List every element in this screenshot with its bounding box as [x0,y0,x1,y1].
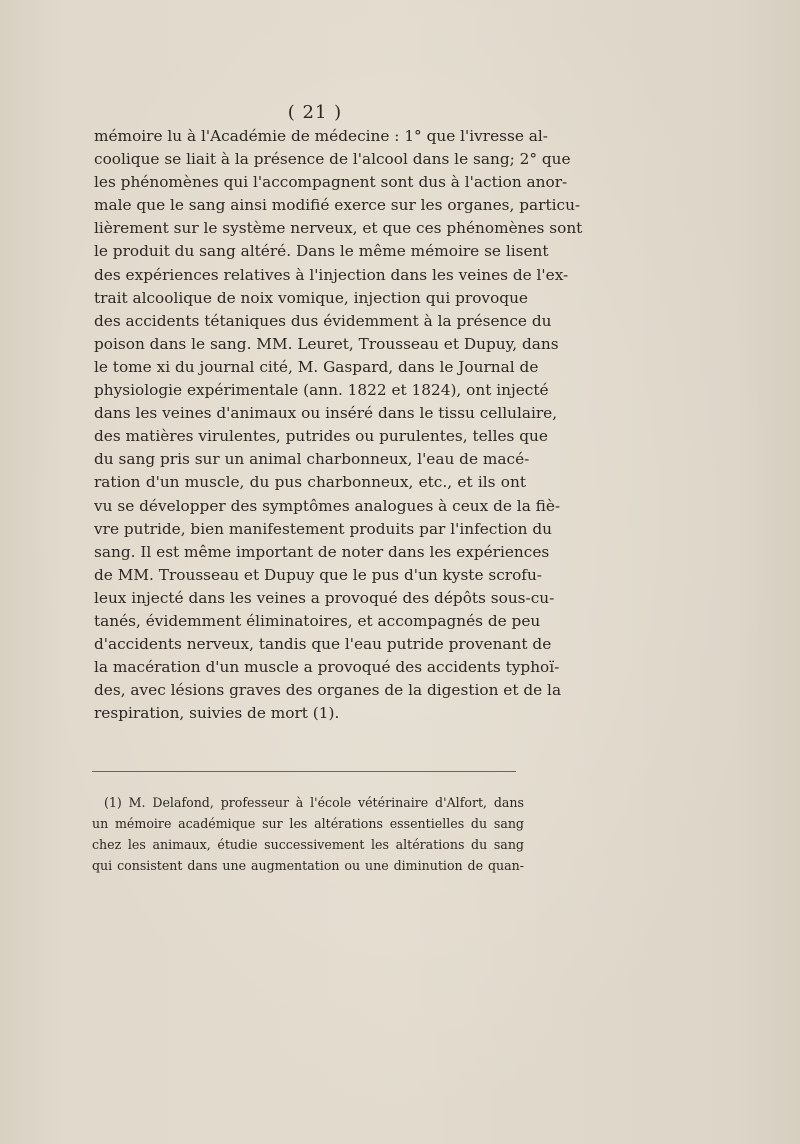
footnote-line: (1) M. Delafond, professeur à l'école vétérinaire d'Alfort, dans [104,795,524,810]
text-line: physiologie expérimentale (ann. 1822 et 1824), ont injecté [94,381,549,400]
text-line: vre putride, bien manifestement produits par l'infection du [94,519,552,538]
text-line: le produit du sang altéré. Dans le même mémoire se lisent [94,242,549,261]
footnote-line: chez les animaux, étudie successivement les altérations du sang [92,837,524,852]
text-line: vu se développer des symptômes analogues à ceux de la fiè- [94,496,561,515]
footnote [92,792,524,876]
text-line: le tome xi du journal cité, M. Gaspard, dans le Journal de [94,357,539,376]
text-line: ration d'un muscle, du pus charbonneux, etc., et ils ont [94,473,526,492]
text-line: leux injecté dans les veines a provoqué des dépôts sous-cu- [94,588,555,607]
page-number: ( 21 ) [287,102,343,123]
text-line: trait alcoolique de noix vomique, injection qui provoque [94,288,528,307]
text-line: des matières virulentes, putrides ou purulentes, telles que [94,427,548,446]
text-line: la macération d'un muscle a provoqué des accidents typhoï- [94,658,560,677]
text-line: de MM. Trousseau et Dupuy que le pus d'un kyste scrofu- [94,565,542,584]
text-line: sang. Il est même important de noter dans les expériences [94,542,550,561]
text-line: des accidents tétaniques dus évidemment à la présence du [94,311,552,330]
text-line: coolique se liait à la présence de l'alcool dans le sang; 2° que [94,150,571,169]
text-line: poison dans le sang. MM. Leuret, Trousseau et Dupuy, dans [94,334,559,353]
text-line: d'accidents nerveux, tandis que l'eau putride provenant de [94,635,552,654]
text-line: des, avec lésions graves des organes de la digestion et de la [94,681,562,700]
footnote-line: un mémoire académique sur les altérations essentielles du sang [92,816,524,831]
text-line: tanés, évidemment éliminatoires, et accompagnés de peu [94,611,541,630]
text-line: mémoire lu à l'Académie de médecine : 1° que l'ivresse al- [94,127,548,145]
text-line: respiration, suivies de mort (1). [94,704,340,723]
text-line: les phénomènes qui l'accompagnent sont dus à l'action anor- [94,173,568,192]
text-line: du sang pris sur un animal charbonneux, l'eau de macé- [94,450,530,469]
footnote-line: qui consistent dans une augmentation ou une diminution de quan- [92,858,524,873]
text-line: dans les veines d'animaux ou inséré dans le tissu cellulaire, [94,404,558,423]
text-line: lièrement sur le système nerveux, et que ces phénomènes sont [94,219,583,238]
footnote-divider [92,771,516,772]
main-text [94,125,583,725]
text-line: des expériences relatives à l'injection dans les veines de l'ex- [94,265,569,284]
text-line: male que le sang ainsi modifié exerce sur les organes, particu- [94,196,581,215]
